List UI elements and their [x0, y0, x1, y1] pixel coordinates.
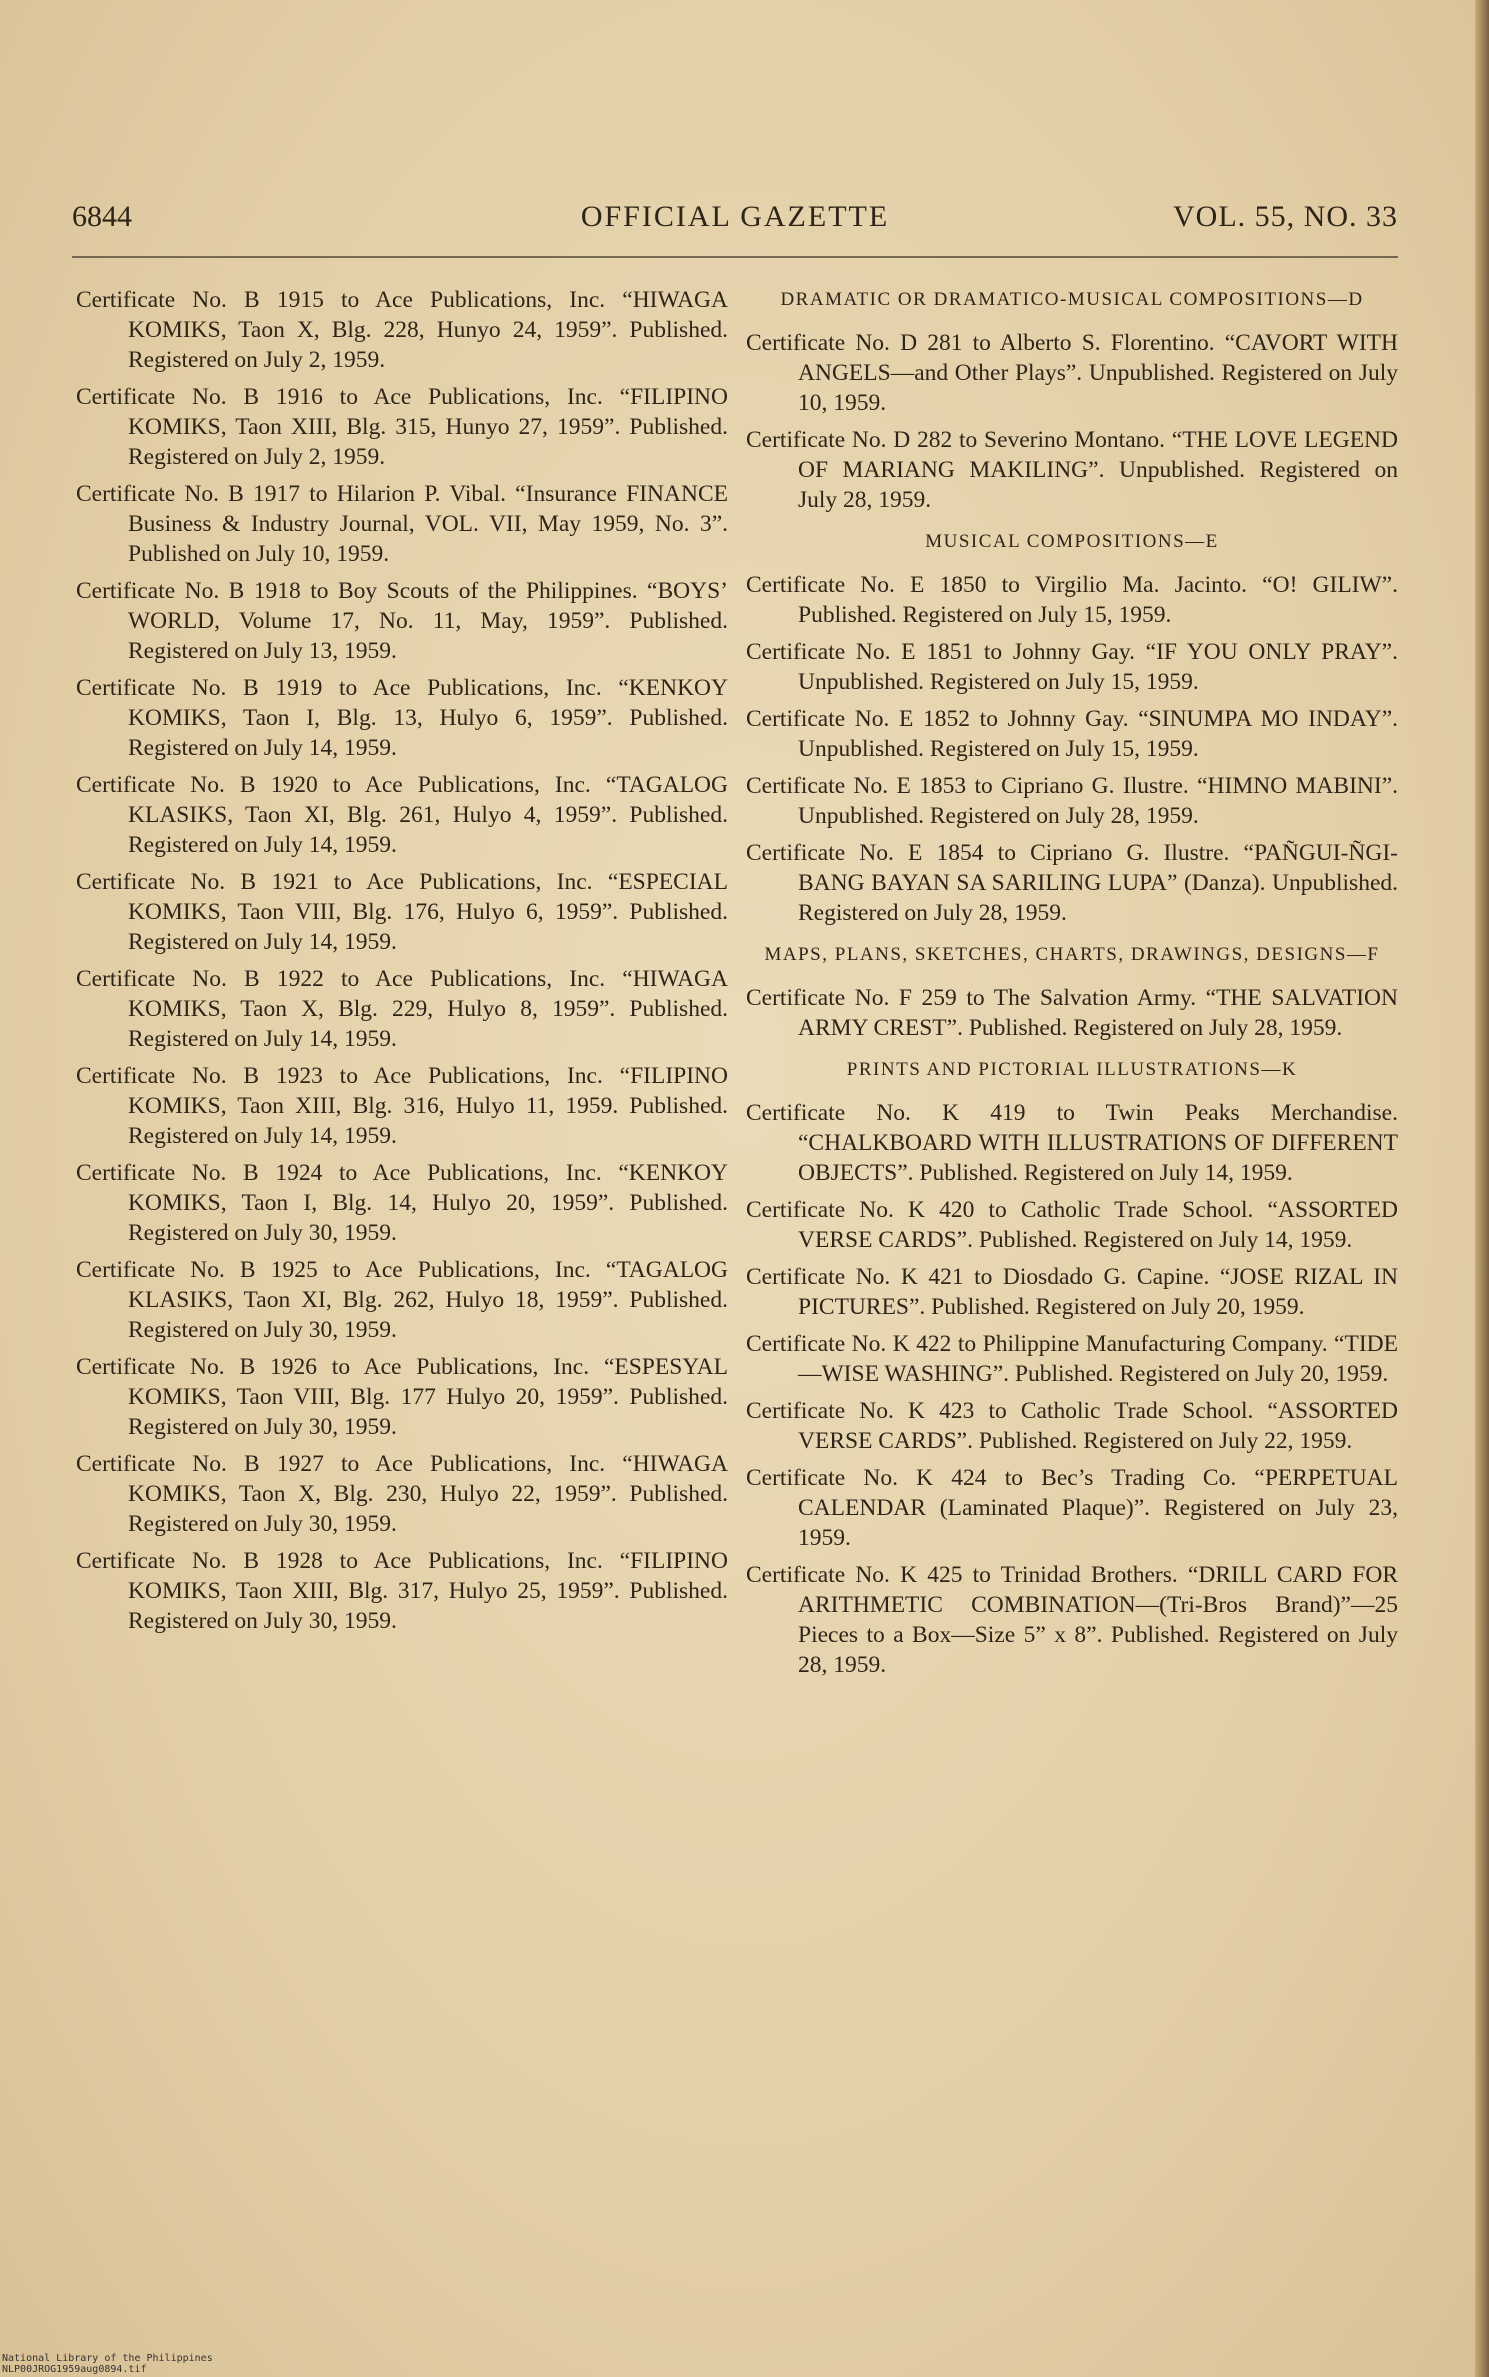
certificate-entry: Certificate No. E 1851 to Johnny Gay. “IF YOU ONLY PRAY”. Unpublished. Registered on July 15, 1959.	[746, 639, 1398, 695]
certificate-entry: Certificate No. K 422 to Philippine Manufacturing Company. “TIDE—WISE WASHING”. Published. Registered on July 20, 1959.	[746, 1331, 1398, 1387]
page-header	[72, 200, 1398, 248]
certificate-entry: Certificate No. E 1850 to Virgilio Ma. Jacinto. “O! GILIW”. Published. Registered on July 15, 1959.	[746, 572, 1398, 628]
scan-footer	[2, 2353, 362, 2375]
certificate-entry: Certificate No. B 1917 to Hilarion P. Vibal. “Insurance FINANCE Business & Industry Journal, VOL. VII, May 1959, No. 3”. Published on July 10, 1959.	[76, 481, 728, 567]
certificate-entry: Certificate No. B 1919 to Ace Publications, Inc. “KENKOY KOMIKS, Taon I, Blg. 13, Hulyo 6, 1959”. Published. Registered on July 14, 1959.	[76, 675, 728, 761]
certificate-entry: Certificate No. B 1920 to Ace Publications, Inc. “TAGALOG KLASIKS, Taon XI, Blg. 261, Hulyo 4, 1959”. Published. Registered on July 14, 1959.	[76, 772, 728, 858]
left-column	[76, 285, 728, 1643]
certificate-entry: Certificate No. B 1918 to Boy Scouts of the Philippines. “BOYS’ WORLD, Volume 17, No. 11, May, 1959”. Published. Registered on July 13, 1959.	[76, 578, 728, 664]
certificate-entry: Certificate No. E 1853 to Cipriano G. Ilustre. “HIMNO MABINI”. Unpublished. Registered on July 28, 1959.	[746, 773, 1398, 829]
page-number: 6844	[72, 200, 132, 233]
page-edge-shadow	[1475, 0, 1489, 2377]
certificate-entry: Certificate No. D 282 to Severino Montano. “THE LOVE LEGEND OF MARIANG MAKILING”. Unpublished. Registered on July 28, 1959.	[746, 427, 1398, 513]
certificate-entry: Certificate No. B 1925 to Ace Publications, Inc. “TAGALOG KLASIKS, Taon XI, Blg. 262, Hulyo 18, 1959”. Published. Registered on July 30, 1959.	[76, 1257, 728, 1343]
certificate-entry: Certificate No. B 1922 to Ace Publications, Inc. “HIWAGA KOMIKS, Taon X, Blg. 229, Hulyo 8, 1959”. Published. Registered on July 14, 1959.	[76, 966, 728, 1052]
certificate-entry: Certificate No. B 1927 to Ace Publications, Inc. “HIWAGA KOMIKS, Taon X, Blg. 230, Hulyo 22, 1959”. Published. Registered on July 30, 1959.	[76, 1451, 728, 1537]
publication-title: OFFICIAL GAZETTE	[580, 200, 890, 233]
library-credit: National Library of the Philippines	[2, 2353, 213, 2364]
section-heading-e: MUSICAL COMPOSITIONS—E	[925, 531, 1219, 552]
volume-number: VOL. 55, NO. 33	[1173, 200, 1398, 233]
certificate-entry: Certificate No. B 1923 to Ace Publications, Inc. “FILIPINO KOMIKS, Taon XIII, Blg. 316, Hulyo 11, 1959. Published. Registered on July 14, 1959.	[76, 1063, 728, 1149]
certificate-entry: Certificate No. K 421 to Diosdado G. Capine. “JOSE RIZAL IN PICTURES”. Published. Registered on July 20, 1959.	[746, 1264, 1398, 1320]
certificate-entry: Certificate No. B 1916 to Ace Publications, Inc. “FILIPINO KOMIKS, Taon XIII, Blg. 315, Hunyo 27, 1959”. Published. Registered on July 2, 1959.	[76, 384, 728, 470]
certificate-entry: Certificate No. B 1921 to Ace Publications, Inc. “ESPECIAL KOMIKS, Taon VIII, Blg. 176, Hulyo 6, 1959”. Published. Registered on July 14, 1959.	[76, 869, 728, 955]
certificate-entry: Certificate No. D 281 to Alberto S. Florentino. “CAVORT WITH ANGELS—and Other Plays”. Unpublished. Registered on July 10, 1959.	[746, 330, 1398, 416]
certificate-entry: Certificate No. K 424 to Bec’s Trading Co. “PERPETUAL CALENDAR (Laminated Plaque)”. Registered on July 23, 1959.	[746, 1465, 1398, 1551]
certificate-entry: Certificate No. E 1854 to Cipriano G. Ilustre. “PAÑGUI-ÑGI-BANG BAYAN SA SARILING LUPA” (Danza). Unpublished. Registered on July 28, 1959.	[746, 840, 1398, 926]
section-heading-f: MAPS, PLANS, SKETCHES, CHARTS, DRAWINGS, DESIGNS—F	[764, 944, 1380, 965]
right-column	[746, 285, 1398, 1687]
certificate-entry: Certificate No. B 1924 to Ace Publications, Inc. “KENKOY KOMIKS, Taon I, Blg. 14, Hulyo 20, 1959”. Published. Registered on July 30, 1959.	[76, 1160, 728, 1246]
file-name: NLP00JROG1959aug0894.tif	[2, 2364, 147, 2375]
certificate-entry: Certificate No. K 423 to Catholic Trade School. “ASSORTED VERSE CARDS”. Published. Registered on July 22, 1959.	[746, 1398, 1398, 1454]
certificate-entry: Certificate No. B 1928 to Ace Publications, Inc. “FILIPINO KOMIKS, Taon XIII, Blg. 317, Hulyo 25, 1959”. Published. Registered on July 30, 1959.	[76, 1548, 728, 1634]
section-heading-k: PRINTS AND PICTORIAL ILLUSTRATIONS—K	[846, 1059, 1298, 1080]
certificate-entry: Certificate No. B 1926 to Ace Publications, Inc. “ESPESYAL KOMIKS, Taon VIII, Blg. 177 Hulyo 20, 1959”. Published. Registered on July 30, 1959.	[76, 1354, 728, 1440]
certificate-entry: Certificate No. B 1915 to Ace Publications, Inc. “HIWAGA KOMIKS, Taon X, Blg. 228, Hunyo 24, 1959”. Published. Registered on July 2, 1959.	[76, 287, 728, 373]
certificate-entry: Certificate No. F 259 to The Salvation Army. “THE SALVATION ARMY CREST”. Published. Registered on July 28, 1959.	[746, 985, 1398, 1041]
certificate-entry: Certificate No. K 420 to Catholic Trade School. “ASSORTED VERSE CARDS”. Published. Registered on July 14, 1959.	[746, 1197, 1398, 1253]
certificate-entry: Certificate No. E 1852 to Johnny Gay. “SINUMPA MO INDAY”. Unpublished. Registered on July 15, 1959.	[746, 706, 1398, 762]
certificate-entry: Certificate No. K 419 to Twin Peaks Merchandise. “CHALKBOARD WITH ILLUSTRATIONS OF DIFFERENT OBJECTS”. Published. Registered on July 14, 1959.	[746, 1100, 1398, 1186]
section-heading-d: DRAMATIC OR DRAMATICO-MUSICAL COMPOSITIONS—D	[780, 289, 1364, 310]
header-rule	[72, 256, 1398, 258]
certificate-entry: Certificate No. K 425 to Trinidad Brothers. “DRILL CARD FOR ARITHMETIC COMBINATION—(Tri-Bros Brand)”—25 Pieces to a Box—Size 5” x 8”. Published. Registered on July 28, 1959.	[746, 1562, 1398, 1678]
